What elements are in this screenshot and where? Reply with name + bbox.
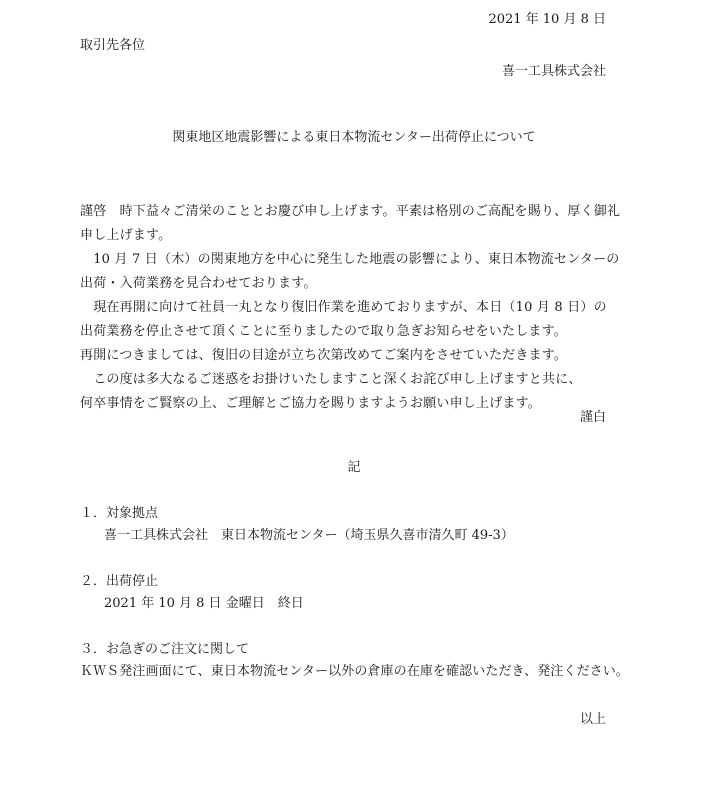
item-body: 喜一工具株式会社 東日本物流センター（埼玉県久喜市清久町 49-3） bbox=[104, 528, 514, 543]
letter-date: 2021 年 10 月 8 日 bbox=[488, 12, 606, 27]
list-item bbox=[80, 571, 304, 615]
list-item bbox=[80, 503, 514, 547]
item-heading: ２．出荷停止 bbox=[80, 574, 159, 589]
item-heading: ３．お急ぎのご注文に関して bbox=[80, 642, 250, 657]
item-body: 2021 年 10 月 8 日 金曜日 終日 bbox=[104, 596, 304, 611]
ki-heading: 記 bbox=[347, 460, 361, 475]
list-item bbox=[80, 639, 629, 683]
body-line: 申し上げます。 bbox=[80, 228, 172, 243]
end-word: 以上 bbox=[579, 712, 606, 727]
body-line: 出荷業務を停止させて頂くことに至りましたので取り急ぎお知らせをいたします。 bbox=[80, 324, 567, 339]
body-line: 再開につきましては、復旧の目途が立ち次第改めてご案内をさせていただきます。 bbox=[80, 348, 568, 363]
body-line: 謹啓 時下益々ご清栄のこととお慶び申し上げます。平素は格別のご高配を賜り、厚く御礼 bbox=[80, 204, 621, 219]
item-heading: １．対象拠点 bbox=[80, 506, 159, 521]
sender-company: 喜一工具株式会社 bbox=[501, 64, 606, 79]
body-line: 10 月 7 日（木）の関東地方を中心に発生した地震の影響により、東日本物流センターの bbox=[80, 252, 620, 267]
document-title: 関東地区地震影響による東日本物流センター出荷停止について bbox=[172, 130, 536, 145]
body-line: 何卒事情をご賢察の上、ご理解とご協力を賜りますようお願い申し上げます。 bbox=[80, 396, 541, 411]
body-line: この度は多大なるご迷惑をお掛けいたしますこと深くお詫び申し上げますと共に、 bbox=[80, 372, 582, 387]
body-line: 出荷・入荷業務を見合わせております。 bbox=[80, 276, 317, 291]
recipient: 取引先各位 bbox=[80, 38, 146, 53]
letter-body bbox=[80, 200, 620, 416]
item-body: ＫＷＳ発注画面にて、東日本物流センター以外の倉庫の在庫を確認いただき、発注ください。 bbox=[80, 664, 629, 679]
closing-word: 謹白 bbox=[579, 410, 606, 425]
body-line: 現在再開に向けて社員一丸となり復旧作業を進めておりますが、本日（10 月 8 日）の bbox=[80, 300, 607, 315]
